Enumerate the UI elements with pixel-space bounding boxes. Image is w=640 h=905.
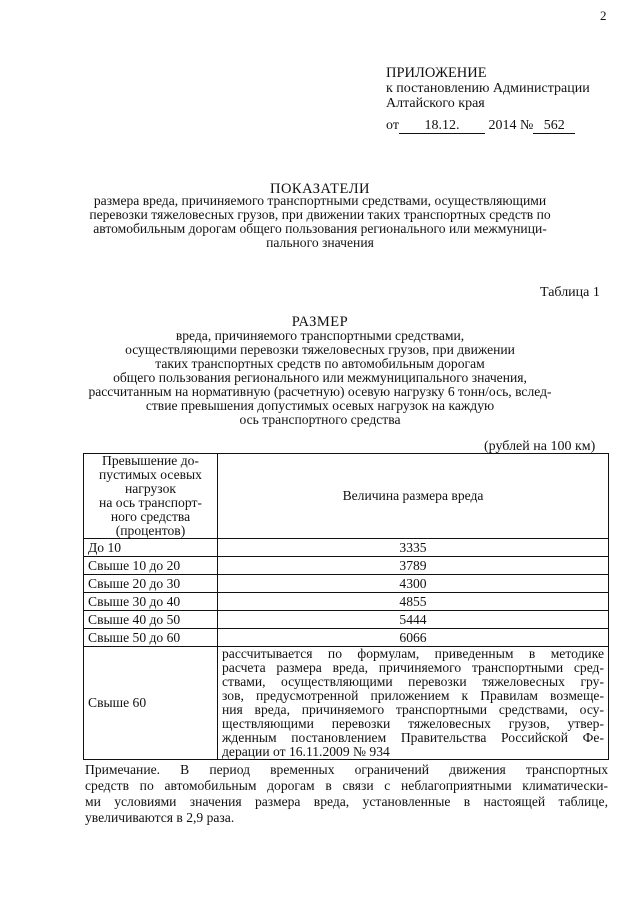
decree-number: 562 [533, 118, 575, 134]
row-range: Свыше 50 до 60 [84, 629, 218, 647]
units-label: (рублей на 100 км) [484, 439, 596, 454]
note-line: ми условиями значения размера вреда, установленные в настоящей таблице, [85, 794, 608, 809]
row-value: 6066 [218, 629, 609, 647]
table-row-last [84, 647, 609, 760]
heading2-line: вреда, причиняемого транспортными средствами, [175, 328, 465, 343]
heading1-title: ПОКАЗАТЕЛИ [269, 181, 370, 197]
heading2-line: осуществляющими перевозки тяжеловесных грузов, при движении [125, 342, 515, 357]
table-row [84, 629, 609, 647]
row-range: Свыше 40 до 50 [84, 611, 218, 629]
heading2-title: РАЗМЕР [291, 314, 349, 330]
row-value: 4300 [218, 575, 609, 593]
row-range: До 10 [84, 539, 218, 557]
heading2-line: общего пользования регионального или межмуниципального значения, [113, 370, 527, 385]
date-value: 18.12. [399, 118, 485, 134]
table-header-row [84, 454, 609, 539]
heading1-line: размера вреда, причиняемого транспортными средствами, осуществляющими [93, 193, 547, 208]
row-value: 4855 [218, 593, 609, 611]
row-range: Свыше 10 до 20 [84, 557, 218, 575]
col1-header-line: нагрузок [125, 481, 176, 496]
heading2-line: таких транспортных средств по автомобильным дорогам [155, 356, 485, 371]
appendix-title: ПРИЛОЖЕНИЕ [386, 65, 487, 81]
heading2-subtitle [0, 329, 640, 427]
appendix-line: Алтайского края [386, 96, 485, 111]
col1-header [84, 454, 218, 539]
heading1-subtitle [0, 194, 640, 250]
col1-header-line: Превышение до- [102, 453, 199, 468]
heading1-line: пального значения [266, 235, 374, 250]
note-line: увеличиваются в 2,9 раза. [85, 810, 235, 825]
row-formula-text [218, 647, 609, 760]
row-value: 5444 [218, 611, 609, 629]
formula-line: ствами, осуществляющими перевозки тяжеловесных гру- [222, 674, 604, 689]
table-label: Таблица 1 [540, 285, 600, 300]
formula-line: ния вреда, причиняемого транспортными средствами, осу- [222, 702, 604, 717]
date-prefix: от [386, 118, 399, 133]
page-number: 2 [600, 8, 607, 23]
formula-line: дерации от 16.11.2009 № 934 [222, 744, 390, 759]
heading2-line: ствие превышения допустимых осевых нагрузок на каждую [145, 398, 495, 413]
formula-line: рассчитывается по формулам, приведенным в методике [222, 646, 604, 661]
note-line: средств по автомобильным дорогам в связи с неблагоприятными климатически- [85, 778, 608, 793]
table-row [84, 593, 609, 611]
col1-header-line: на ось транспорт- [99, 495, 202, 510]
heading2-line: ось транспортного средства [239, 412, 401, 427]
formula-line: жденным постановлением Правительства Российской Фе- [222, 730, 604, 745]
formula-line: зов, предусмотренной приложением к Правилам возмеще- [222, 688, 604, 703]
date-year: 2014 № [488, 118, 534, 133]
appendix-block [386, 66, 590, 111]
row-value: 3789 [218, 557, 609, 575]
appendix-date-line [386, 118, 575, 134]
row-range: Свыше 30 до 40 [84, 593, 218, 611]
row-value: 3335 [218, 539, 609, 557]
table-row [84, 557, 609, 575]
row-range: Свыше 60 [84, 647, 218, 760]
table-note [85, 762, 608, 826]
col2-header: Величина размера вреда [218, 454, 609, 539]
col1-header-line: ного средства [110, 509, 191, 524]
col1-header-line: (процентов) [115, 523, 186, 538]
heading1-line: автомобильным дорогам общего пользования регионального или межмуници- [93, 221, 547, 236]
formula-line: расчета размера вреда, причиняемого транспортными сред- [222, 660, 604, 675]
table-row [84, 575, 609, 593]
table-row [84, 611, 609, 629]
damage-table [83, 453, 609, 760]
table-row [84, 539, 609, 557]
note-line: Примечание. В период временных ограничений движения транспортных [85, 762, 608, 777]
formula-line: ществляющими перевозки тяжеловесных грузов, утвер- [222, 716, 604, 731]
appendix-line: к постановлению Администрации [386, 81, 590, 96]
heading2-line: рассчитанным на нормативную (расчетную) осевую нагрузку 6 тонн/ось, вслед- [88, 384, 552, 399]
heading1-line: перевозки тяжеловесных грузов, при движении таких транспортных средств по [89, 207, 551, 222]
col1-header-line: пустимых осевых [99, 467, 202, 482]
row-range: Свыше 20 до 30 [84, 575, 218, 593]
